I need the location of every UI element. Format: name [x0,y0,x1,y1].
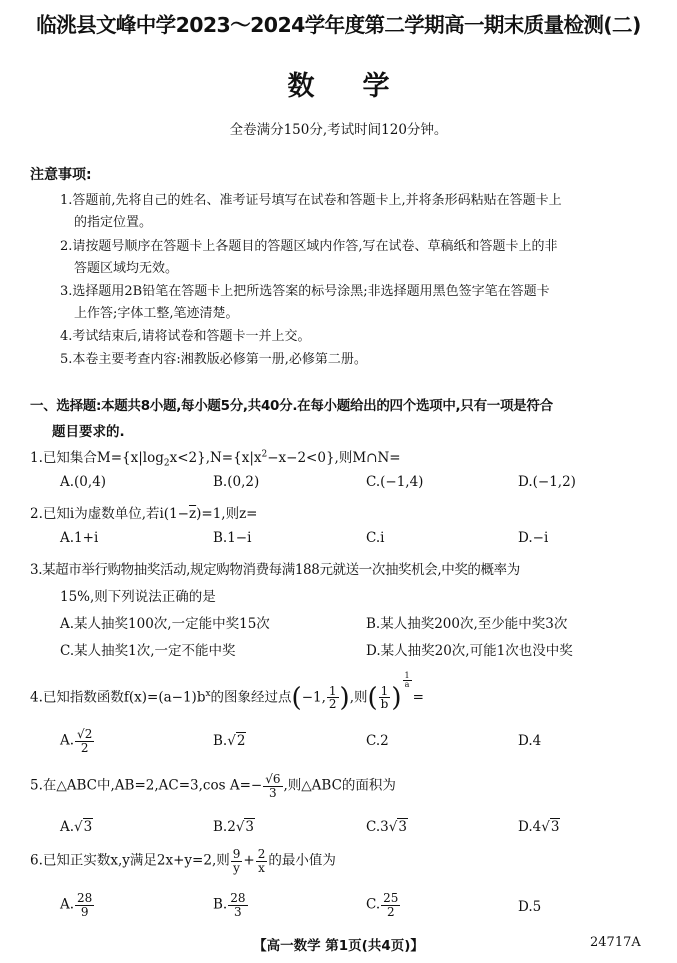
q4-option-b: B.√2 [213,733,246,749]
q1-option-c: C.(−1,4) [366,474,424,490]
exam-title: 临洮县文峰中学2023～2024学年度第二学期高一期末质量检测(二) [36,13,641,37]
q1-option-d: D.(−1,2) [518,474,576,490]
q4-option-c: C.2 [366,733,389,749]
q3-option-d: D.某人抽奖20次,可能1次也没中奖 [366,643,573,659]
question-3-stem-cont: 15%,则下列说法正确的是 [60,589,216,605]
q5-option-c: C.3√3 [366,819,407,835]
q5-option-d: D.4√3 [518,819,560,835]
exam-meta: 全卷满分150分,考试时间120分钟。 [229,122,448,138]
subject-title [0,64,677,103]
q1-option-b: B.(0,2) [213,474,260,490]
q6-option-c: C. $\frac{25}{2}$ [366,891,399,919]
section-heading: 一、选择题:本题共8小题,每小题5分,共40分.在每小题给出的四个选项中,只有一项是符合 [30,398,553,414]
q1-option-a: A.(0,4) [60,474,107,490]
notice-line: 答题区域均无效。 [74,261,179,276]
q2-option-c: C.i [366,530,385,546]
q6-option-b: B. $\frac{28}{3}$ [213,891,246,919]
notice-heading: 注意事项: [30,167,92,183]
page-footer: 【高一数学 第1页(共4页)】 [253,938,424,954]
q4-option-a: A. $\frac{√2}{2}$ [60,727,93,755]
subject-char-1: 数 [287,71,315,102]
question-4-stem: 4.已知指数函数$f(x)=(a-1)b^x$的图象经过点(−1, $\frac{1}{2}$ ),则( $\frac{1}{b}$ ) $\frac{1}{a}$ = [30,671,424,713]
notice-line: 3.选择题用2B铅笔在答题卡上把所选答案的标号涂黑;非选择题用黑色签字笔在答题卡 [60,284,550,299]
q2-option-a: A.1+i [60,530,99,546]
q6-option-d: D.5 [518,899,542,915]
q2-option-d: D.−i [518,530,549,546]
subject-char-2: 学 [362,71,390,102]
q5-option-b: B.2√3 [213,819,255,835]
q5-option-a: A.√3 [60,819,93,835]
question-2-stem: 2.已知i为虚数单位,若$i(1-\overline{z})=1$,则z= [30,506,258,522]
q3-option-a: A.某人抽奖100次,一定能中奖15次 [60,616,270,632]
question-3-stem: 3.某超市举行购物抽奖活动,规定购物消费每满188元就送一次抽奖机会,中奖的概率为 [30,562,520,578]
notice-line: 的指定位置。 [74,215,153,230]
paper-code: 24717A [590,935,641,950]
q2-option-b: B.1−i [213,530,252,546]
section-heading-cont: 题目要求的. [52,424,125,440]
question-5-stem: 5.在△ABC中,AB=2,AC=3,cos A=− $\frac{√6}{3}$ ,则△ABC的面积为 [30,772,396,800]
q3-option-c: C.某人抽奖1次,一定不能中奖 [60,643,236,659]
q3-option-b: B.某人抽奖200次,至少能中奖3次 [366,616,568,632]
notice-line: 1.答题前,先将自己的姓名、准考证号填写在试卷和答题卡上,并将条形码粘贴在答题卡上 [60,193,562,208]
question-1-stem: 1.已知集合$M=\{x|\log_2x<2\},N=\{x|x^2-x-2<0\}$,则M∩N= [30,449,401,469]
notice-line: 4.考试结束后,请将试卷和答题卡一并上交。 [60,329,311,344]
q6-option-a: A. $\frac{28}{9}$ [60,891,93,919]
q4-option-d: D.4 [518,733,542,749]
notice-line: 2.请按题号顺序在答题卡上各题目的答题区域内作答,写在试卷、草稿纸和答题卡上的非 [60,239,558,254]
notice-line: 上作答;字体工整,笔迹清楚。 [74,306,239,321]
notice-line: 5.本卷主要考查内容:湘教版必修第一册,必修第二册。 [60,352,367,367]
question-6-stem: 6.已知正实数x,y满足2x+y=2,则 $\frac{9}{y}$ + $\frac{2}{x}$ 的最小值为 [30,847,336,875]
